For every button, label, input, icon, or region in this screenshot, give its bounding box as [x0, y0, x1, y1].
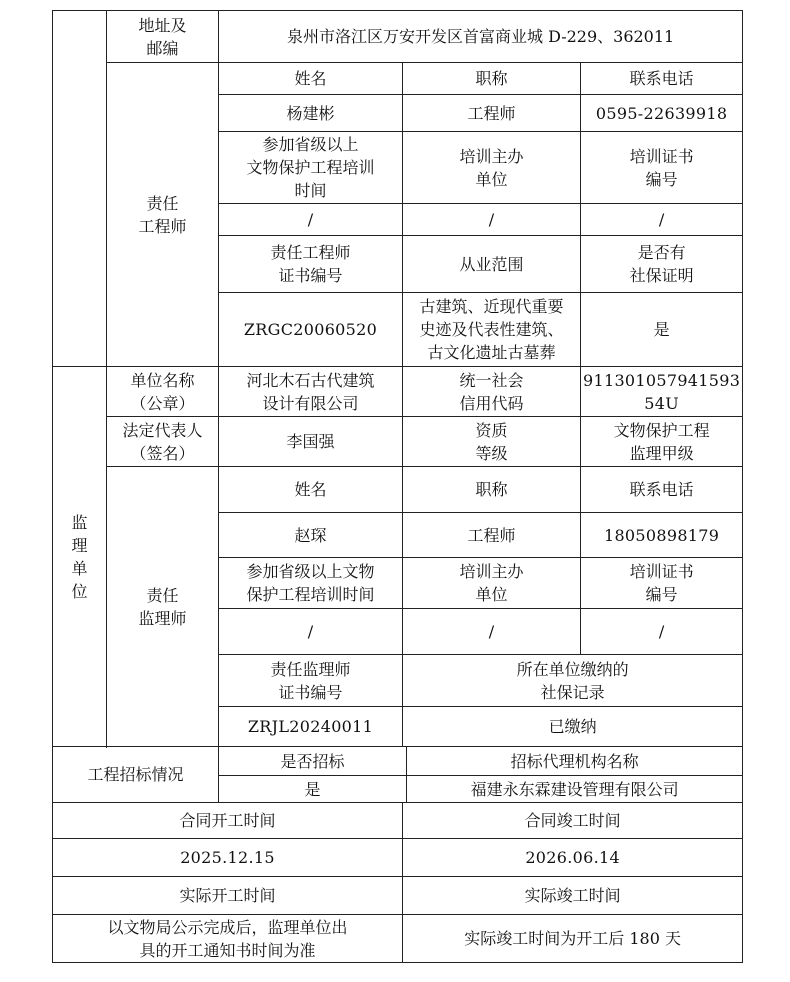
supervisor-title: 工程师 — [403, 513, 581, 558]
engineer-training-org-label: 培训主办 单位 — [403, 132, 581, 204]
address-value: 泉州市洛江区万安开发区首富商业城 D-229、362011 — [219, 11, 743, 63]
engineer-phone-header: 联系电话 — [581, 63, 743, 95]
engineer-training-org-value: / — [403, 204, 581, 236]
engineer-cert-value: ZRGC20060520 — [219, 293, 403, 367]
engineer-scope-label: 从业范围 — [403, 236, 581, 293]
legal-rep-value: 李国强 — [219, 417, 403, 467]
engineer-social-label: 是否有 社保证明 — [581, 236, 743, 293]
supervisor-phone-header: 联系电话 — [581, 467, 743, 513]
supervisor-title-header: 职称 — [403, 467, 581, 513]
actual-end-label: 实际竣工时间 — [403, 877, 743, 915]
engineer-name-header: 姓名 — [219, 63, 403, 95]
supervision-unit-row — [53, 367, 743, 417]
supervisor-header-row — [53, 467, 743, 513]
supervisor-cert-value: ZRJL20240011 — [219, 707, 403, 747]
contract-start-value: 2025.12.15 — [53, 839, 403, 877]
credit-code-label: 统一社会 信用代码 — [403, 367, 581, 417]
contract-dates-header-row — [53, 803, 743, 839]
social-record-label: 所在单位缴纳的 社保记录 — [403, 655, 743, 707]
engineer-social-value: 是 — [581, 293, 743, 367]
tender-value: 是 — [219, 776, 407, 803]
contract-end-label: 合同竣工时间 — [403, 803, 743, 839]
unit-name-label: 单位名称 （公章） — [107, 367, 219, 417]
supervision-section-label: 监 理 单 位 — [53, 367, 107, 747]
unit-name-value: 河北木石古代建筑 设计有限公司 — [219, 367, 403, 417]
address-row — [53, 11, 743, 63]
actual-dates-row — [53, 915, 743, 963]
engineer-scope-value: 古建筑、近现代重要 史迹及代表性建筑、 古文化遗址古墓葬 — [403, 293, 581, 367]
agency-value: 福建永东霖建设管理有限公司 — [407, 776, 743, 803]
legal-rep-row — [53, 417, 743, 467]
engineer-training-cert-label: 培训证书 编号 — [581, 132, 743, 204]
contract-dates-row — [53, 839, 743, 877]
supervisor-label: 责任 监理师 — [107, 467, 219, 747]
contractor-section-label — [53, 11, 107, 367]
qualification-label: 资质 等级 — [403, 417, 581, 467]
supervisor-training-value: / — [219, 609, 403, 655]
project-info-table — [52, 10, 743, 963]
engineer-name: 杨建彬 — [219, 95, 403, 132]
actual-start-label: 实际开工时间 — [53, 877, 403, 915]
tender-label: 是否招标 — [219, 747, 407, 776]
contract-start-label: 合同开工时间 — [53, 803, 403, 839]
supervisor-name: 赵琛 — [219, 513, 403, 558]
engineer-header-row — [53, 63, 743, 95]
bidding-label: 工程招标情况 — [53, 747, 219, 803]
actual-dates-header-row — [53, 877, 743, 915]
credit-code-value: 911301057941593 54U — [581, 367, 743, 417]
supervisor-cert-label: 责任监理师 证书编号 — [219, 655, 403, 707]
actual-start-value: 以文物局公示完成后，监理单位出 具的开工通知书时间为准 — [53, 915, 403, 963]
qualification-value: 文物保护工程 监理甲级 — [581, 417, 743, 467]
engineer-training-cert-value: / — [581, 204, 743, 236]
supervisor-training-label: 参加省级以上文物 保护工程培训时间 — [219, 558, 403, 609]
supervisor-training-cert-value: / — [581, 609, 743, 655]
engineer-training-value: / — [219, 204, 403, 236]
supervisor-training-cert-label: 培训证书 编号 — [581, 558, 743, 609]
engineer-cert-label: 责任工程师 证书编号 — [219, 236, 403, 293]
form-sheet — [52, 10, 743, 963]
engineer-label: 责任 工程师 — [107, 63, 219, 367]
address-label: 地址及 邮编 — [107, 11, 219, 63]
agency-label: 招标代理机构名称 — [407, 747, 743, 776]
actual-end-value: 实际竣工时间为开工后 180 天 — [403, 915, 743, 963]
engineer-title: 工程师 — [403, 95, 581, 132]
supervisor-training-org-value: / — [403, 609, 581, 655]
bidding-header-row — [53, 747, 743, 776]
legal-rep-label: 法定代表人 （签名） — [107, 417, 219, 467]
social-record-value: 已缴纳 — [403, 707, 743, 747]
engineer-training-label: 参加省级以上 文物保护工程培训 时间 — [219, 132, 403, 204]
contract-end-value: 2026.06.14 — [403, 839, 743, 877]
supervisor-phone: 18050898179 — [581, 513, 743, 558]
supervisor-name-header: 姓名 — [219, 467, 403, 513]
engineer-phone: 0595-22639918 — [581, 95, 743, 132]
engineer-title-header: 职称 — [403, 63, 581, 95]
supervisor-training-org-label: 培训主办 单位 — [403, 558, 581, 609]
